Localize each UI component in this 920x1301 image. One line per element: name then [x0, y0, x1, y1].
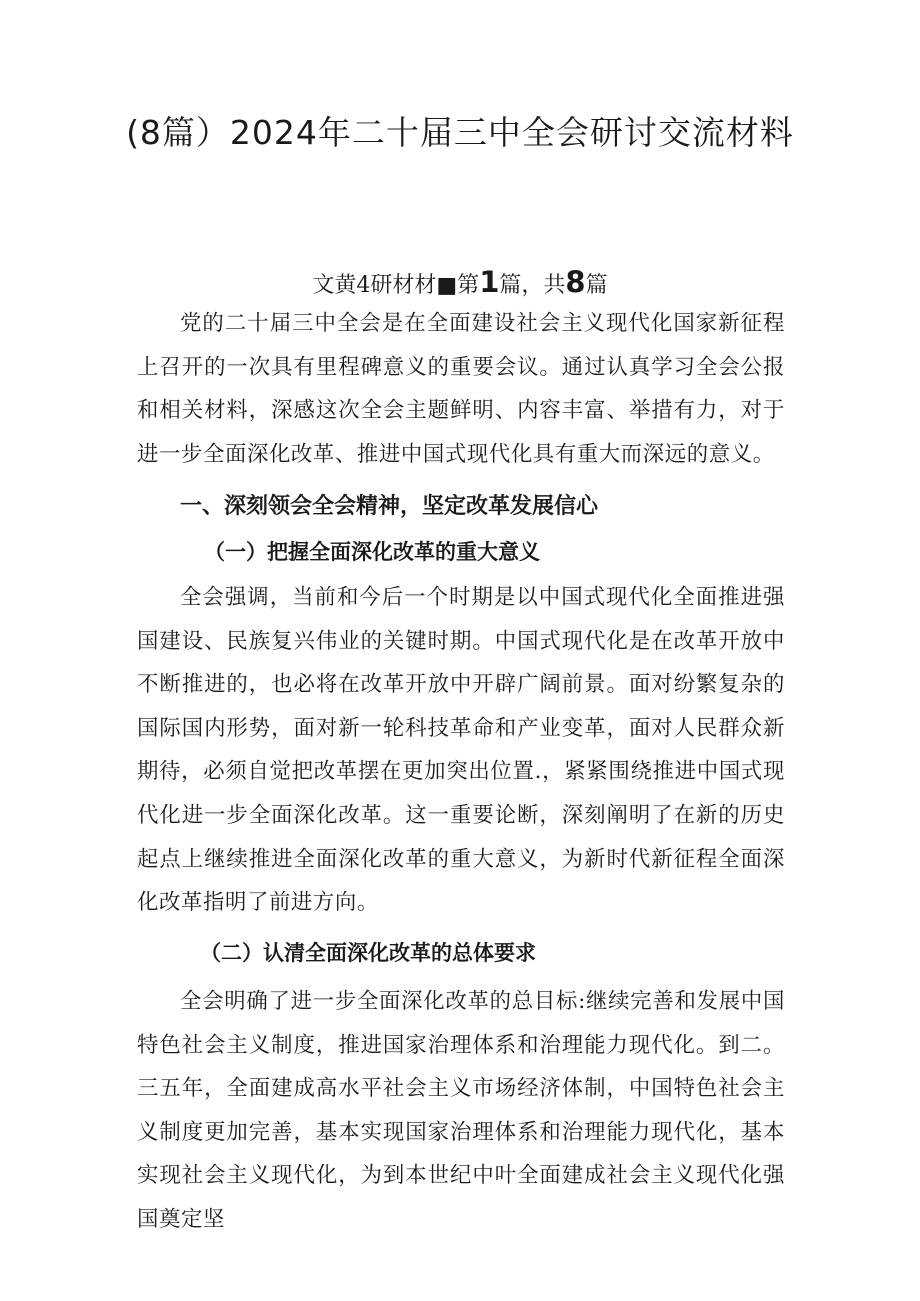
document-title: (8篇）2024年二十届三中全会研讨交流材料 — [126, 113, 794, 152]
subtitle-mid: 篇，共 — [499, 273, 566, 298]
subsection-heading-2: （二）认清全面深化改革的总体要求 — [200, 940, 536, 965]
subtitle-prefix: 文黄4研材材■第 — [312, 273, 480, 298]
subtitle-suffix: 篇 — [585, 273, 608, 298]
subsection-1-paragraph: 全会强调，当前和今后一个时期是以中国式现代化全面推进强国建设、民族复兴伟业的关键时期。中国式现代化是在改革开放中不断推进的，也必将在改革开放中开辟广阔前景。面对纷繁复杂的国际国内形势，面对新一轮科技革命和产业变革，面对人民群众新期待，必须自觉把改革摆在更加突出位置.，紧紧围绕推进中国式现代化进一步全面深化改革。这一重要论断，深刻阐明了在新的历史起点上继续推进全面深化改革的重大意义，为新时代新征程全面深化改革指明了前进方向。 — [137, 585, 785, 916]
subtitle-part-number: 1 — [479, 265, 500, 299]
intro-paragraph: 党的二十届三中全会是在全面建设社会主义现代化国家新征程上召开的一次具有里程碑意义的重要会议。通过认真学习全会公报和相关材料，深感这次全会主题鲜明、内容丰富、举措有力，对于进一步全面深化改革、推进中国式现代化具有重大而深远的意义。 — [137, 311, 785, 467]
subsection-2-paragraph: 全会明确了进一步全面深化改革的总目标:继续完善和发展中国特色社会主义制度，推进国家治理体系和治理能力现代化。到二。三五年，全面建成高水平社会主义市场经济体制，中国特色社会主义制度更加完善，基本实现国家治理体系和治理能力现代化，基本实现社会主义现代化，为到本世纪中叶全面建成社会主义现代化强国奠定坚 — [137, 989, 785, 1232]
section-heading-1: 一、深刻领会全会精神，坚定改革发展信心 — [180, 494, 599, 519]
subsection-heading-1: （一）把握全面深化改革的重大意义 — [204, 539, 540, 564]
subtitle-total-count: 8 — [565, 265, 586, 299]
document-subtitle — [120, 262, 800, 306]
